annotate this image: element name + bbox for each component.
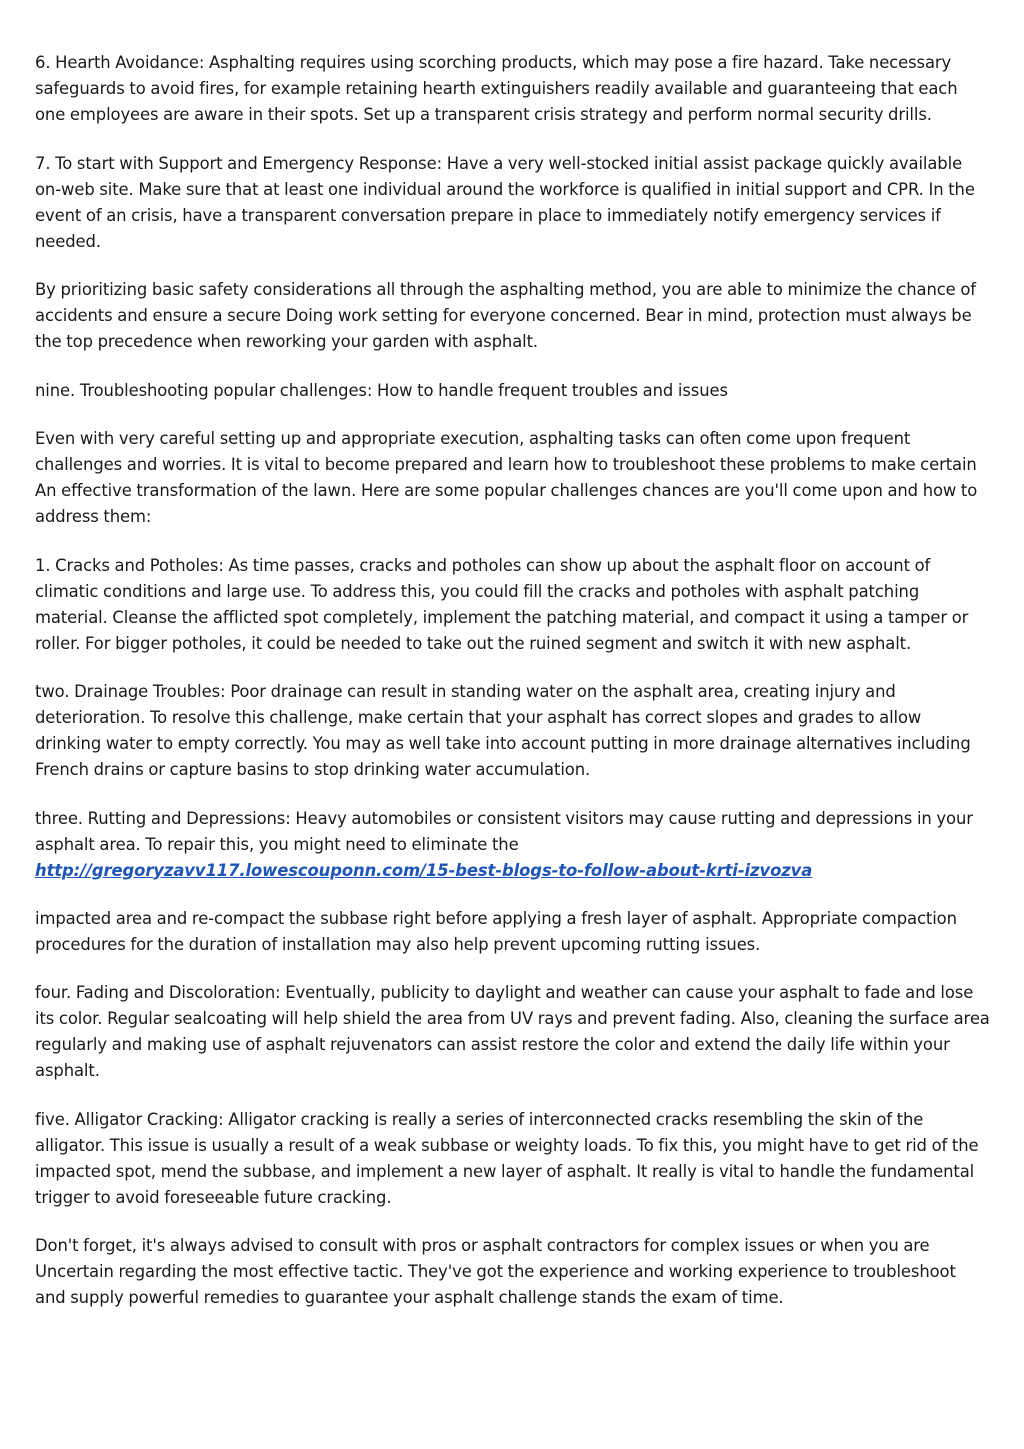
external-link[interactable]: http://gregoryzavv117.lowescouponn.com/15-best-blogs-to-follow-about-krti-izvozva (35, 860, 813, 880)
paragraph-troubleshooting-intro: Even with very careful setting up and appropriate execution, asphalting tasks can often come upon frequent challenges and worries. It is vital to become prepared and learn how to troubleshoot these problems to make certain An effective transformation of the lawn. Here are some popular challenges chances are you'll come upon and how to address them: (35, 429, 978, 526)
paragraph-rutting-continued: impacted area and re-compact the subbase right before applying a fresh layer of asphalt. Appropriate compaction procedures for the duration of installation may also help prevent upcoming rutting issues. (35, 908, 957, 954)
paragraph-first-aid: 7. To start with Support and Emergency Response: Have a very well-stocked initial assist package quickly available on-web site. Make sure that at least one individual around the workforce is qualified in initial support and CPR. In the event of an crisis, have a transparent conversation prepare in place to immediately notify emergency services if needed. (35, 153, 975, 251)
paragraph-drainage: two. Drainage Troubles: Poor drainage can result in standing water on the asphalt area, creating injury and deterioration. To resolve this challenge, make certain that your asphalt has correct slopes and grades to allow drinking water to empty correctly. You may as well take into account putting in more drainage alternatives including French drains or capture basins to stop drinking water accumulation. (35, 682, 971, 779)
paragraph-fire-avoidance: 6. Hearth Avoidance: Asphalting requires using scorching products, which may pose a fire hazard. Take necessary safeguards to avoid fires, for example retaining hearth extinguishers readily available and guaranteeing that each one employees are aware in their spots. Set up a transparent crisis strategy and perform normal security drills. (35, 53, 958, 124)
paragraph-fading: four. Fading and Discoloration: Eventually, publicity to daylight and weather can cause your asphalt to fade and lose its color. Regular sealcoating will help shield the area from UV rays and prevent fading. Also, cleaning the surface area regularly and making use of asphalt rejuvenators can assist restore the color and extend the daily life within your asphalt. (35, 983, 990, 1080)
paragraph-cracks-potholes: 1. Cracks and Potholes: As time passes, cracks and potholes can show up about the asphalt floor on account of climatic conditions and large use. To address this, you could fill the cracks and potholes with asphalt patching material. Cleanse the afflicted spot completely, implement the patching material, and compact it using a tamper or roller. For bigger potholes, it could be needed to take out the ruined segment and switch it with new asphalt. (35, 555, 969, 653)
paragraph-alligator-cracking: five. Alligator Cracking: Alligator cracking is really a series of interconnected cracks resembling the skin of the alligator. This issue is usually a result of a weak subbase or weighty loads. To fix this, you might have to get rid of the impacted spot, mend the subbase, and implement a new layer of asphalt. It really is vital to handle the fundamental trigger to avoid foreseeable future cracking. (35, 1109, 979, 1207)
paragraph-safety-summary: By prioritizing basic safety considerations all through the asphalting method, you are able to minimize the chance of accidents and ensure a secure Doing work setting for everyone concerned. Bear in mind, protection must always be the top precedence when reworking your garden with asphalt. (35, 280, 976, 351)
paragraph-closing-advice: Don't forget, it's always advised to consult with pros or asphalt contractors for complex issues or when you are Uncertain regarding the most effective tactic. They've got the experience and working experience to troubleshoot and supply powerful remedies to guarantee your asphalt challenge stands the exam of time. (35, 1236, 956, 1307)
section-heading-troubleshooting: nine. Troubleshooting popular challenges: How to handle frequent troubles and issues (35, 380, 728, 400)
paragraph-rutting: three. Rutting and Depressions: Heavy automobiles or consistent visitors may cause rutting and depressions in your asphalt area. To repair this, you might need to eliminate the (35, 808, 973, 854)
